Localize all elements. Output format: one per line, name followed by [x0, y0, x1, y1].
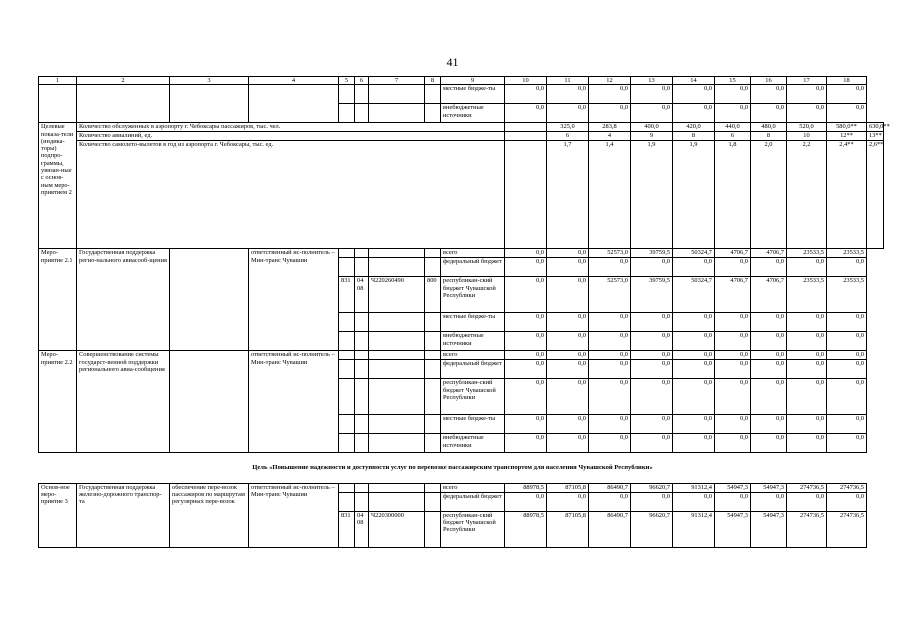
value-cell: 0,0	[827, 434, 867, 453]
value-cell: 0,0	[505, 434, 547, 453]
cell	[369, 434, 425, 453]
cell	[355, 415, 369, 434]
value-cell: 52573,0	[589, 277, 631, 313]
funding-source: федеральный бюджет	[441, 492, 505, 511]
value-cell: 0,0	[751, 258, 787, 277]
indicator-value: 2,4**	[827, 141, 867, 249]
cell	[425, 313, 441, 332]
indicator-value: 400,0	[631, 123, 673, 132]
header-cell: 5	[339, 77, 355, 85]
budget-code-expense-type: 800	[425, 277, 441, 313]
funding-source: федеральный бюджет	[441, 360, 505, 379]
value-cell: 0,0	[827, 258, 867, 277]
cell	[249, 85, 339, 123]
value-cell: 0,0	[589, 313, 631, 332]
value-cell: 0,0	[631, 360, 673, 379]
value-cell: 0,0	[673, 360, 715, 379]
indicator-value: 283,8	[589, 123, 631, 132]
measure-name: Совершенствование системы государст-венной поддержки регионального авиа-сообщения	[77, 351, 170, 453]
value-cell: 0,0	[751, 360, 787, 379]
value-cell: 4706,7	[751, 277, 787, 313]
indicator-value: 8	[751, 132, 787, 141]
value-cell: 0,0	[715, 379, 751, 415]
value-cell: 0,0	[715, 313, 751, 332]
cell	[355, 483, 369, 492]
indicator-value: 2,6**	[867, 141, 884, 249]
indicator-value: 6	[547, 132, 589, 141]
value-cell: 274736,5	[827, 511, 867, 547]
value-cell: 0,0	[715, 85, 751, 104]
cell	[425, 249, 441, 258]
page-number: 41	[446, 55, 459, 69]
cell	[77, 85, 170, 123]
header-cell: 15	[715, 77, 751, 85]
funding-source: республикан-ский бюджет Чувашской Республики	[441, 379, 505, 415]
value-cell: 96620,7	[631, 511, 673, 547]
indicator-text: Количество самолето-вылетов в год из аэропорта г. Чебоксары, тыс. ед.	[77, 141, 505, 249]
value-cell: 0,0	[547, 492, 589, 511]
value-cell: 0,0	[787, 332, 827, 351]
value-cell: 0,0	[787, 360, 827, 379]
funding-source: местные бюдже-ты	[441, 85, 505, 104]
header-cell: 9	[441, 77, 505, 85]
header-cell: 2	[77, 77, 170, 85]
value-cell: 0,0	[827, 332, 867, 351]
header-cell: 3	[170, 77, 249, 85]
value-cell: 0,0	[589, 332, 631, 351]
indicator-value: 1,7	[547, 141, 589, 249]
value-cell: 0,0	[505, 313, 547, 332]
cell	[339, 332, 355, 351]
measure-goal	[170, 351, 249, 453]
cell	[339, 434, 355, 453]
header-cell: 16	[751, 77, 787, 85]
cell	[369, 258, 425, 277]
indicator-value: 8	[673, 132, 715, 141]
value-cell: 0,0	[631, 313, 673, 332]
cell	[355, 379, 369, 415]
value-cell: 0,0	[715, 258, 751, 277]
value-cell: 0,0	[589, 415, 631, 434]
value-cell: 0,0	[715, 434, 751, 453]
cell	[339, 249, 355, 258]
indicator-value: 580,0**	[827, 123, 867, 132]
responsible-executor: ответственный ис-полнитель – Мин-транс Чувашии	[249, 249, 339, 351]
value-cell: 54947,3	[715, 483, 751, 492]
header-cell: 6	[355, 77, 369, 85]
value-cell: 0,0	[715, 104, 751, 123]
indicator-value: 1,4	[589, 141, 631, 249]
cell	[369, 313, 425, 332]
header-cell: 17	[787, 77, 827, 85]
budget-code-grbs: 831	[339, 277, 355, 313]
value-cell: 0,0	[715, 351, 751, 360]
value-cell: 0,0	[505, 351, 547, 360]
indicator-value: 420,0	[673, 123, 715, 132]
value-cell: 0,0	[751, 434, 787, 453]
value-cell: 86490,7	[589, 511, 631, 547]
value-cell: 0,0	[505, 379, 547, 415]
value-cell: 274736,5	[827, 483, 867, 492]
cell	[369, 379, 425, 415]
value-cell: 0,0	[505, 249, 547, 258]
value-cell: 0,0	[547, 258, 589, 277]
cell	[369, 104, 425, 123]
value-cell: 0,0	[673, 492, 715, 511]
value-cell: 0,0	[751, 313, 787, 332]
value-cell: 39759,5	[631, 277, 673, 313]
value-cell: 0,0	[827, 351, 867, 360]
value-cell: 0,0	[827, 379, 867, 415]
value-cell: 0,0	[589, 360, 631, 379]
value-cell: 0,0	[673, 379, 715, 415]
value-cell: 54947,3	[751, 511, 787, 547]
cell	[425, 332, 441, 351]
value-cell: 0,0	[751, 332, 787, 351]
value-cell: 0,0	[787, 415, 827, 434]
cell	[425, 360, 441, 379]
responsible-executor: ответственный ис-полнитель – Мин-транс Чувашии	[249, 351, 339, 453]
cell	[369, 360, 425, 379]
header-cell: 7	[369, 77, 425, 85]
table-row	[39, 483, 884, 492]
cell	[369, 332, 425, 351]
cell	[339, 415, 355, 434]
cell	[339, 351, 355, 360]
cell	[355, 249, 369, 258]
value-cell: 0,0	[547, 351, 589, 360]
funding-source: внебюджетные источники	[441, 434, 505, 453]
value-cell: 0,0	[827, 104, 867, 123]
cell	[369, 483, 425, 492]
cell	[355, 434, 369, 453]
value-cell: 0,0	[751, 379, 787, 415]
cell	[339, 258, 355, 277]
value-cell: 86490,7	[589, 483, 631, 492]
indicator-value: 325,0	[547, 123, 589, 132]
funding-source: всего	[441, 483, 505, 492]
value-cell: 87105,8	[547, 483, 589, 492]
cell	[369, 249, 425, 258]
value-cell: 0,0	[547, 434, 589, 453]
cell	[425, 483, 441, 492]
header-cell: 12	[589, 77, 631, 85]
value-cell: 0,0	[589, 85, 631, 104]
funding-source: республикан-ский бюджет Чувашской Республики	[441, 511, 505, 547]
funding-source: республикан-ский бюджет Чувашской Республики	[441, 277, 505, 313]
value-cell: 0,0	[787, 379, 827, 415]
value-cell: 0,0	[827, 85, 867, 104]
indicator-value: 9	[631, 132, 673, 141]
indicator-value: 12**	[827, 132, 867, 141]
indicator-text: Количество обслуженных в аэропорту г. Чебоксары пассажиров, тыс. чел.	[77, 123, 505, 132]
cell	[355, 332, 369, 351]
value-cell: 0,0	[631, 104, 673, 123]
value-cell: 0,0	[547, 415, 589, 434]
indicator-value: 440,0	[715, 123, 751, 132]
value-cell: 50324,7	[673, 249, 715, 258]
responsible-executor: ответственный ис-полнитель – Мин-транс Чувашии	[249, 483, 339, 547]
value-cell: 0,0	[547, 360, 589, 379]
value-cell: 0,0	[631, 379, 673, 415]
measure-goal	[170, 249, 249, 351]
measure-label: Основ-ное меро-приятие 3	[39, 483, 77, 547]
cell	[425, 434, 441, 453]
value-cell: 0,0	[673, 258, 715, 277]
indicator-value: 1,9	[673, 141, 715, 249]
value-cell: 0,0	[505, 360, 547, 379]
value-cell: 0,0	[787, 85, 827, 104]
header-cell: 18	[827, 77, 867, 85]
cell	[369, 351, 425, 360]
value-cell: 0,0	[827, 360, 867, 379]
value-cell: 0,0	[715, 360, 751, 379]
measure-2-2	[39, 351, 884, 453]
budget-code-section: 04 08	[355, 277, 369, 313]
value-cell: 87105,8	[547, 511, 589, 547]
cell	[425, 85, 441, 104]
cell	[39, 85, 77, 123]
value-cell: 88978,5	[505, 483, 547, 492]
funding-source: местные бюдже-ты	[441, 415, 505, 434]
value-cell: 0,0	[505, 332, 547, 351]
funding-source: федеральный бюджет	[441, 258, 505, 277]
value-cell: 0,0	[505, 492, 547, 511]
value-cell: 0,0	[787, 492, 827, 511]
value-cell: 54947,3	[715, 511, 751, 547]
measure-name: Государственная поддержка регио-нального авиасооб-щения	[77, 249, 170, 351]
value-cell: 0,0	[631, 351, 673, 360]
value-cell: 0,0	[827, 415, 867, 434]
value-cell: 52573,0	[589, 249, 631, 258]
indicator-value: 10	[787, 132, 827, 141]
value-cell: 0,0	[787, 258, 827, 277]
value-cell: 0,0	[631, 492, 673, 511]
cell	[355, 104, 369, 123]
header-cell: 13	[631, 77, 673, 85]
measure-2-1	[39, 249, 884, 351]
measure-name: Государственная поддержка железно-дорожного транспор-та	[77, 483, 170, 547]
cell	[425, 379, 441, 415]
value-cell: 0,0	[505, 277, 547, 313]
budget-code-section: 04 08	[355, 511, 369, 547]
indicator-text: Количество авиалиний, ед.	[77, 132, 505, 141]
cell	[505, 132, 547, 141]
value-cell: 0,0	[827, 313, 867, 332]
cell	[355, 351, 369, 360]
indicator-value: 630,0**	[867, 123, 884, 132]
indicator-value: 1,9	[631, 141, 673, 249]
indicator-value: 480,0	[751, 123, 787, 132]
cell	[505, 141, 547, 249]
value-cell: 4706,7	[715, 277, 751, 313]
table-row	[39, 249, 884, 258]
measure-label: Меро-приятие 2.1	[39, 249, 77, 351]
value-cell: 4706,7	[751, 249, 787, 258]
value-cell: 88978,5	[505, 511, 547, 547]
indicator-value: 4	[589, 132, 631, 141]
value-cell: 39759,5	[631, 249, 673, 258]
measure-label: Меро-приятие 2.2	[39, 351, 77, 453]
header-row	[39, 77, 884, 85]
cell	[339, 492, 355, 511]
value-cell: 0,0	[505, 258, 547, 277]
cell	[355, 258, 369, 277]
funding-source: внебюджетные источники	[441, 332, 505, 351]
value-cell: 0,0	[715, 332, 751, 351]
indicator-value: 13**	[867, 132, 884, 141]
value-cell: 0,0	[787, 104, 827, 123]
indicators-label: Целевые показа-тели (индика-торы) подпро-граммы, увязан-ные с основ-ным меро-приятием 2	[39, 123, 77, 249]
value-cell: 91312,4	[673, 511, 715, 547]
cell	[355, 313, 369, 332]
value-cell: 0,0	[547, 277, 589, 313]
value-cell: 0,0	[589, 434, 631, 453]
value-cell: 0,0	[787, 351, 827, 360]
cell	[369, 85, 425, 104]
indicator-value: 2,0	[751, 141, 787, 249]
value-cell: 0,0	[631, 85, 673, 104]
value-cell: 0,0	[547, 104, 589, 123]
value-cell: 0,0	[827, 492, 867, 511]
value-cell: 0,0	[673, 434, 715, 453]
cell	[339, 104, 355, 123]
value-cell: 4706,7	[715, 249, 751, 258]
funding-source: всего	[441, 249, 505, 258]
value-cell: 0,0	[547, 249, 589, 258]
cell	[425, 415, 441, 434]
indicator-value: 2,2	[787, 141, 827, 249]
cell	[369, 415, 425, 434]
header-cell: 4	[249, 77, 339, 85]
indicator-row	[39, 123, 884, 132]
cell	[355, 360, 369, 379]
header-cell: 11	[547, 77, 589, 85]
value-cell: 0,0	[505, 415, 547, 434]
value-cell: 0,0	[715, 492, 751, 511]
cell	[339, 85, 355, 104]
value-cell: 0,0	[715, 415, 751, 434]
indicator-value: 520,0	[787, 123, 827, 132]
cell	[425, 351, 441, 360]
value-cell: 0,0	[547, 379, 589, 415]
budget-table	[38, 76, 890, 548]
value-cell: 0,0	[631, 415, 673, 434]
goal-heading: Цель «Повышение надежности и доступности услуг по перевозке пассажирским транспортом для населения Чувашской Республики»	[39, 453, 867, 483]
cell	[339, 379, 355, 415]
value-cell: 0,0	[589, 351, 631, 360]
main-measure-3	[39, 483, 884, 547]
value-cell: 274736,5	[787, 483, 827, 492]
funding-source: всего	[441, 351, 505, 360]
measure-goal: обеспечение пере-возок пассажиров по маршрутам регулярных пере-возок	[170, 483, 249, 547]
indicator-row	[39, 132, 884, 141]
indicator-value: 6	[715, 132, 751, 141]
cell	[425, 258, 441, 277]
header-cell: 1	[39, 77, 77, 85]
value-cell: 274736,5	[787, 511, 827, 547]
value-cell: 0,0	[673, 313, 715, 332]
value-cell: 0,0	[751, 351, 787, 360]
value-cell: 54947,3	[751, 483, 787, 492]
funding-source: внебюджетные источники	[441, 104, 505, 123]
header-cell: 10	[505, 77, 547, 85]
value-cell: 0,0	[589, 258, 631, 277]
cell	[369, 492, 425, 511]
cell	[425, 104, 441, 123]
budget-code-grbs: 831	[339, 511, 355, 547]
cell	[505, 123, 547, 132]
value-cell: 0,0	[673, 104, 715, 123]
value-cell: 0,0	[751, 415, 787, 434]
target-indicators	[39, 123, 890, 249]
value-cell: 0,0	[547, 332, 589, 351]
value-cell: 0,0	[505, 104, 547, 123]
value-cell: 0,0	[751, 85, 787, 104]
value-cell: 23533,5	[827, 277, 867, 313]
value-cell: 23533,5	[827, 249, 867, 258]
value-cell: 23533,5	[787, 249, 827, 258]
value-cell: 0,0	[589, 104, 631, 123]
value-cell: 0,0	[673, 415, 715, 434]
budget-code-article: Ч220300000	[369, 511, 425, 547]
value-cell: 96620,7	[631, 483, 673, 492]
cell	[355, 85, 369, 104]
header-cell: 8	[425, 77, 441, 85]
value-cell: 23533,5	[787, 277, 827, 313]
indicator-row	[39, 141, 884, 249]
value-cell: 0,0	[505, 85, 547, 104]
value-cell: 0,0	[589, 492, 631, 511]
value-cell: 0,0	[631, 332, 673, 351]
value-cell: 0,0	[673, 85, 715, 104]
value-cell: 91312,4	[673, 483, 715, 492]
value-cell: 0,0	[787, 313, 827, 332]
funding-source: местные бюдже-ты	[441, 313, 505, 332]
header-cell: 14	[673, 77, 715, 85]
table-row	[39, 85, 884, 104]
value-cell: 0,0	[589, 379, 631, 415]
table-row	[39, 351, 884, 360]
cell	[170, 85, 249, 123]
goal-heading-row	[39, 453, 884, 483]
continuation-rows	[39, 85, 884, 123]
value-cell: 0,0	[673, 351, 715, 360]
cell	[339, 360, 355, 379]
cell	[339, 483, 355, 492]
value-cell: 0,0	[751, 104, 787, 123]
value-cell: 0,0	[547, 85, 589, 104]
indicator-value: 1,8	[715, 141, 751, 249]
value-cell: 0,0	[631, 258, 673, 277]
value-cell: 50324,7	[673, 277, 715, 313]
value-cell: 0,0	[547, 313, 589, 332]
budget-code-expense-type	[425, 511, 441, 547]
value-cell: 0,0	[787, 434, 827, 453]
cell	[425, 492, 441, 511]
cell	[355, 492, 369, 511]
budget-code-article: Ч220260490	[369, 277, 425, 313]
cell	[339, 313, 355, 332]
value-cell: 0,0	[751, 492, 787, 511]
value-cell: 0,0	[673, 332, 715, 351]
value-cell: 0,0	[631, 434, 673, 453]
